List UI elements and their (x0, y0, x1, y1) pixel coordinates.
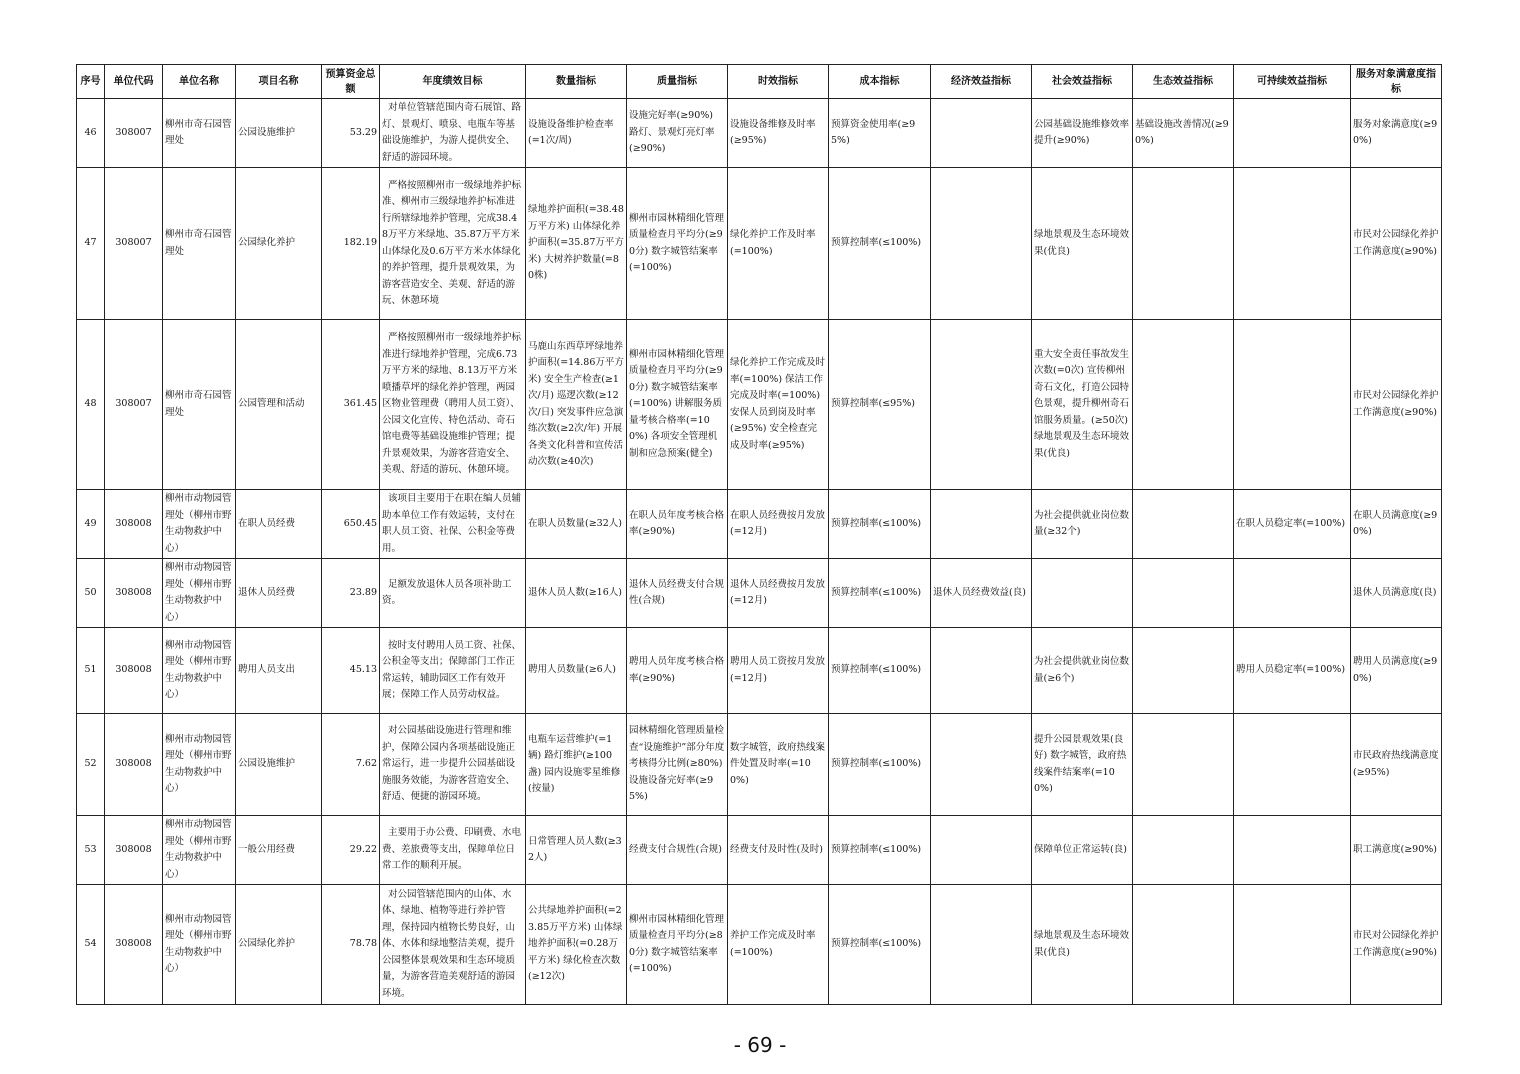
annual-goal: 对公园基础设施进行管理和维护，保障公园内各项基础设施正常运行，进一步提升公园基础设施服务效能，为游客营造安全、舒适、便捷的游园环境。 (380, 714, 526, 816)
unit-code: 308008 (105, 816, 163, 885)
quality-indicator: 设施完好率(≥90%) 路灯、景观灯亮灯率(≥90%) (627, 99, 728, 168)
satisfaction-indicator: 聘用人员满意度(≥90%) (1351, 628, 1442, 714)
satisfaction-indicator: 在职人员满意度(≥90%) (1351, 490, 1442, 559)
cost-indicator: 预算控制率(≤100%) (829, 816, 931, 885)
unit-name: 柳州市奇石园管理处 (163, 320, 236, 490)
cost-indicator: 预算控制率(≤100%) (829, 168, 931, 320)
satisfaction-indicator: 退休人员满意度(良) (1351, 559, 1442, 628)
project-name: 公园管理和活动 (236, 320, 322, 490)
performance-table (76, 64, 1442, 1005)
unit-code: 308008 (105, 628, 163, 714)
ecological-indicator (1133, 168, 1234, 320)
economic-indicator (931, 714, 1032, 816)
ecological-indicator (1133, 628, 1234, 714)
timeliness-indicator: 设施设备维修及时率(≥95%) (728, 99, 829, 168)
project-name: 一般公用经费 (236, 816, 322, 885)
project-name: 公园设施维护 (236, 714, 322, 816)
ecological-indicator (1133, 714, 1234, 816)
unit-name: 柳州市动物园管理处（柳州市野生动物救护中心） (163, 628, 236, 714)
timeliness-indicator: 经费支付及时性(及时) (728, 816, 829, 885)
row-no: 48 (77, 320, 105, 490)
annual-goal: 严格按照柳州市一级绿地养护标准进行绿地养护管理，完成6.73万平方米的绿地、8.13万平方米喷播草坪的绿化养护管理，两园区物业管理费（聘用人员工资）、公园文化宣传、特色活动、奇石馆电费等基础设施维护管理；提升景观效果，为游客营造安全、美观、舒适的游玩、休憩环境。 (380, 320, 526, 490)
annual-goal: 该项目主要用于在职在编人员辅助本单位工作有效运转，支付在职人员工资、社保、公积金等费用。 (380, 490, 526, 559)
timeliness-indicator: 在职人员经费按月发放(=12月) (728, 490, 829, 559)
cost-indicator: 预算控制率(≤100%) (829, 559, 931, 628)
unit-code: 308008 (105, 490, 163, 559)
table-row (77, 885, 1442, 1005)
annual-goal: 按时支付聘用人员工资、社保、公积金等支出；保障部门工作正常运转，辅助园区工作有效开展；保障工作人员劳动权益。 (380, 628, 526, 714)
unit-name: 柳州市奇石园管理处 (163, 99, 236, 168)
header-goal: 年度绩效目标 (380, 65, 526, 99)
quality-indicator: 柳州市园林精细化管理质量检查月平均分(≥90分) 数字城管结案率(=100%) (627, 168, 728, 320)
social-indicator: 提升公园景观效果(良好) 数字城管，政府热线案件结案率(=100%) (1032, 714, 1133, 816)
timeliness-indicator: 数字城管，政府热线案件处置及时率(=100%) (728, 714, 829, 816)
header-quantity: 数量指标 (526, 65, 627, 99)
annual-goal: 对单位管辖范围内奇石展馆、路灯、景观灯、喷泉、电瓶车等基础设施维护，为游人提供安全、舒适的游园环境。 (380, 99, 526, 168)
table-row (77, 714, 1442, 816)
annual-goal: 主要用于办公费、印刷费、水电费、差旅费等支出，保障单位日常工作的顺利开展。 (380, 816, 526, 885)
quantity-indicator: 电瓶车运营维护(=1辆) 路灯维护(≥100盏) 园内设施零星维修(按量) (526, 714, 627, 816)
unit-code: 308007 (105, 320, 163, 490)
satisfaction-indicator: 市民对公园绿化养护工作满意度(≥90%) (1351, 885, 1442, 1005)
satisfaction-indicator: 职工满意度(≥90%) (1351, 816, 1442, 885)
unit-name: 柳州市动物园管理处（柳州市野生动物救护中心） (163, 714, 236, 816)
project-name: 聘用人员支出 (236, 628, 322, 714)
header-unit: 单位名称 (163, 65, 236, 99)
row-no: 47 (77, 168, 105, 320)
annual-goal: 严格按照柳州市一级绿地养护标准、柳州市三级绿地养护标准进行所辖绿地养护管理，完成38.48万平方米绿地、35.87万平方米山体绿化及0.6万平方米水体绿化的养护管理，提升景观效果，为游客营造安全、美观、舒适的游玩、休憩环境 (380, 168, 526, 320)
unit-name: 柳州市奇石园管理处 (163, 168, 236, 320)
unit-code: 308007 (105, 99, 163, 168)
row-no: 51 (77, 628, 105, 714)
social-indicator: 重大安全责任事故发生次数(=0次) 宣传柳州奇石文化，打造公园特色景观，提升柳州奇石馆服务质量。(≥50次) 绿地景观及生态环境效果(优良) (1032, 320, 1133, 490)
cost-indicator: 预算控制率(≤100%) (829, 885, 931, 1005)
ecological-indicator (1133, 320, 1234, 490)
budget-amount: 23.89 (322, 559, 380, 628)
sustainable-indicator (1234, 714, 1351, 816)
ecological-indicator (1133, 490, 1234, 559)
economic-indicator (931, 168, 1032, 320)
project-name: 在职人员经费 (236, 490, 322, 559)
quantity-indicator: 马鹿山东西草坪绿地养护面积(=14.86万平方米) 安全生产检查(≥1次/月) 巡逻次数(≥12次/日) 突发事件应急演练次数(≥2次/年) 开展各类文化科普和宣传活动次数(≥40次) (526, 320, 627, 490)
cost-indicator: 预算控制率(≤100%) (829, 714, 931, 816)
economic-indicator: 退休人员经费效益(良) (931, 559, 1032, 628)
economic-indicator (931, 816, 1032, 885)
quality-indicator: 退休人员经费支付合规性(合规) (627, 559, 728, 628)
sustainable-indicator (1234, 168, 1351, 320)
cost-indicator: 预算控制率(≤100%) (829, 490, 931, 559)
economic-indicator (931, 628, 1032, 714)
project-name: 公园绿化养护 (236, 168, 322, 320)
row-no: 49 (77, 490, 105, 559)
unit-code: 308008 (105, 714, 163, 816)
project-name: 退休人员经费 (236, 559, 322, 628)
header-ecological: 生态效益指标 (1133, 65, 1234, 99)
cost-indicator: 预算控制率(≤95%) (829, 320, 931, 490)
quantity-indicator: 绿地养护面积(=38.48万平方米) 山体绿化养护面积(=35.87万平方米) 大树养护数量(=80株) (526, 168, 627, 320)
header-cost: 成本指标 (829, 65, 931, 99)
header-budget: 预算资金总额 (322, 65, 380, 99)
header-satisfaction: 服务对象满意度指标 (1351, 65, 1442, 99)
economic-indicator (931, 885, 1032, 1005)
quality-indicator: 柳州市园林精细化管理质量检查月平均分(≥90分) 数字城管结案率(=100%) 讲解服务质量考核合格率(=100%) 各项安全管理机制和应急预案(健全) (627, 320, 728, 490)
table-row (77, 490, 1442, 559)
quality-indicator: 园林精细化管理质量检查“设施维护”部分年度考核得分比例(≥80%) 设施设备完好率(≥95%) (627, 714, 728, 816)
header-no: 序号 (77, 65, 105, 99)
unit-name: 柳州市动物园管理处（柳州市野生动物救护中心） (163, 490, 236, 559)
social-indicator: 绿地景观及生态环境效果(优良) (1032, 168, 1133, 320)
economic-indicator (931, 490, 1032, 559)
satisfaction-indicator: 市民政府热线满意度(≥95%) (1351, 714, 1442, 816)
satisfaction-indicator: 市民对公园绿化养护工作满意度(≥90%) (1351, 320, 1442, 490)
quantity-indicator: 退休人员人数(≥16人) (526, 559, 627, 628)
unit-name: 柳州市动物园管理处（柳州市野生动物救护中心） (163, 885, 236, 1005)
row-no: 50 (77, 559, 105, 628)
unit-name: 柳州市动物园管理处（柳州市野生动物救护中心） (163, 816, 236, 885)
header-social: 社会效益指标 (1032, 65, 1133, 99)
row-no: 52 (77, 714, 105, 816)
cost-indicator: 预算资金使用率(≥95%) (829, 99, 931, 168)
quantity-indicator: 在职人员数量(≥32人) (526, 490, 627, 559)
budget-amount: 78.78 (322, 885, 380, 1005)
row-no: 54 (77, 885, 105, 1005)
ecological-indicator: 基础设施改善情况(≥90%) (1133, 99, 1234, 168)
header-sustainable: 可持续效益指标 (1234, 65, 1351, 99)
budget-amount: 361.45 (322, 320, 380, 490)
timeliness-indicator: 退休人员经费按月发放(=12月) (728, 559, 829, 628)
table-row (77, 99, 1442, 168)
quantity-indicator: 聘用人员数量(≥6人) (526, 628, 627, 714)
budget-amount: 29.22 (322, 816, 380, 885)
budget-amount: 45.13 (322, 628, 380, 714)
social-indicator: 保障单位正常运转(良) (1032, 816, 1133, 885)
unit-code: 308008 (105, 559, 163, 628)
sustainable-indicator (1234, 885, 1351, 1005)
sustainable-indicator (1234, 320, 1351, 490)
economic-indicator (931, 99, 1032, 168)
sustainable-indicator (1234, 559, 1351, 628)
social-indicator: 为社会提供就业岗位数量(≥32个) (1032, 490, 1133, 559)
unit-code: 308008 (105, 885, 163, 1005)
table-row (77, 816, 1442, 885)
unit-code: 308007 (105, 168, 163, 320)
cost-indicator: 预算控制率(≤100%) (829, 628, 931, 714)
social-indicator (1032, 559, 1133, 628)
header-project: 项目名称 (236, 65, 322, 99)
sustainable-indicator (1234, 816, 1351, 885)
table-header-row (77, 65, 1442, 99)
header-quality: 质量指标 (627, 65, 728, 99)
sustainable-indicator: 在职人员稳定率(=100%) (1234, 490, 1351, 559)
timeliness-indicator: 聘用人员工资按月发放(=12月) (728, 628, 829, 714)
social-indicator: 绿地景观及生态环境效果(优良) (1032, 885, 1133, 1005)
unit-name: 柳州市动物园管理处（柳州市野生动物救护中心） (163, 559, 236, 628)
satisfaction-indicator: 服务对象满意度(≥90%) (1351, 99, 1442, 168)
timeliness-indicator: 养护工作完成及时率(=100%) (728, 885, 829, 1005)
header-economic: 经济效益指标 (931, 65, 1032, 99)
budget-amount: 182.19 (322, 168, 380, 320)
project-name: 公园绿化养护 (236, 885, 322, 1005)
page-number: - 69 - (733, 1033, 787, 1057)
economic-indicator (931, 320, 1032, 490)
quality-indicator: 在职人员年度考核合格率(≥90%) (627, 490, 728, 559)
table-row (77, 628, 1442, 714)
annual-goal: 对公园管辖范围内的山体、水体、绿地、植物等进行养护管理，保持园内植物长势良好，山体、水体和绿地整洁美观，提升公园整体景观效果和生态环境质量，为游客营造美观舒适的游园环境。 (380, 885, 526, 1005)
ecological-indicator (1133, 559, 1234, 628)
budget-amount: 650.45 (322, 490, 380, 559)
header-timeliness: 时效指标 (728, 65, 829, 99)
quality-indicator: 聘用人员年度考核合格率(≥90%) (627, 628, 728, 714)
table-row (77, 320, 1442, 490)
social-indicator: 为社会提供就业岗位数量(≥6个) (1032, 628, 1133, 714)
annual-goal: 足额发放退休人员各项补助工资。 (380, 559, 526, 628)
header-code: 单位代码 (105, 65, 163, 99)
project-name: 公园设施维护 (236, 99, 322, 168)
social-indicator: 公园基础设施维修效率提升(≥90%) (1032, 99, 1133, 168)
row-no: 53 (77, 816, 105, 885)
row-no: 46 (77, 99, 105, 168)
timeliness-indicator: 绿化养护工作及时率(=100%) (728, 168, 829, 320)
budget-amount: 7.62 (322, 714, 380, 816)
table-row (77, 559, 1442, 628)
ecological-indicator (1133, 816, 1234, 885)
satisfaction-indicator: 市民对公园绿化养护工作满意度(≥90%) (1351, 168, 1442, 320)
quality-indicator: 柳州市园林精细化管理质量检查月平均分(≥80分) 数字城管结案率(=100%) (627, 885, 728, 1005)
sustainable-indicator (1234, 99, 1351, 168)
table-row (77, 168, 1442, 320)
quantity-indicator: 日常管理人员人数(≥32人) (526, 816, 627, 885)
sustainable-indicator: 聘用人员稳定率(=100%) (1234, 628, 1351, 714)
quantity-indicator: 公共绿地养护面积(=23.85万平方米) 山体绿地养护面积(=0.28万平方米) 绿化检查次数(≥12次) (526, 885, 627, 1005)
timeliness-indicator: 绿化养护工作完成及时率(=100%) 保洁工作完成及时率(=100%) 安保人员到岗及时率(≥95%) 安全检查完成及时率(≥95%) (728, 320, 829, 490)
budget-amount: 53.29 (322, 99, 380, 168)
ecological-indicator (1133, 885, 1234, 1005)
quantity-indicator: 设施设备维护检查率(=1次/周) (526, 99, 627, 168)
quality-indicator: 经费支付合规性(合规) (627, 816, 728, 885)
